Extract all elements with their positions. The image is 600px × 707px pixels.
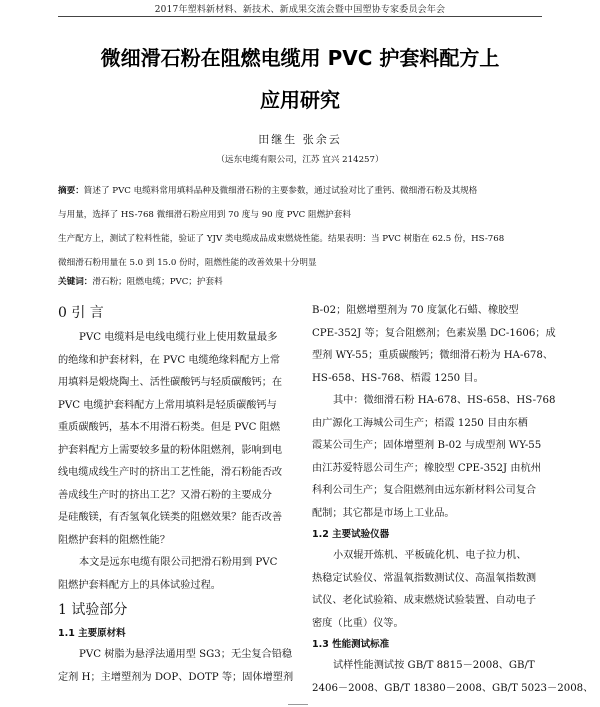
body-line: 热稳定试验仪、常温氧指数测试仪、高温氧指数测: [312, 572, 537, 584]
body-line: 科利公司生产；复合阻燃剂由远东新材料公司复合: [312, 485, 537, 496]
keywords-line: [58, 276, 542, 288]
body-line: CPE-352J 等；复合阻燃剂；色素炭墨 DC-1606；成: [312, 327, 556, 339]
abstract-label: 摘要：: [58, 186, 84, 196]
body-line: 本文是远东电缆有限公司把滑石粉用到 PVC: [79, 557, 278, 568]
keywords-label: 关键词：: [58, 277, 93, 287]
abstract-line-2: 与用量，选择了 HS-768 微细滑石粉应用到 70 度与 90 度 PVC 阻燃护套料: [58, 210, 351, 220]
body-line: PVC 树脂为悬浮法通用型 SG3；无尘复合铅稳: [79, 649, 293, 660]
body-line: B-02；阻燃增塑剂为 70 度氯化石蜡、橡胶型: [312, 305, 519, 316]
subsection-1-3-heading: 1.3 性能测试标准: [312, 639, 390, 650]
body-line: 由江苏爱特恩公司生产；橡胶型 CPE-352J 由杭州: [312, 462, 541, 474]
body-line: 线电缆成线生产时的挤出工艺性能，滑石粉能否改: [58, 467, 283, 478]
running-header: 2017年塑料新材料、新技术、新成果交流会暨中国塑协专家委员会年会: [154, 5, 446, 15]
body-line: 配制；其它都是市场上工业品。: [312, 507, 455, 519]
abstract-line-4: 微细滑石粉用量在 5.0 到 15.0 份时，阻燃性能的改善效果十分明显: [58, 258, 317, 268]
right-column: [312, 300, 594, 700]
body-line: 试仪、老化试验箱、成束燃烧试验装置、自动电子: [312, 595, 537, 606]
header-rule: [58, 16, 542, 17]
body-line: 重质碳酸钙，基本不用滑石粉类。但是 PVC 阻燃: [58, 422, 281, 433]
subsection-1-2-heading: 1.2 主要试验仪器: [312, 529, 390, 540]
left-column: [58, 300, 300, 689]
body-line: PVC 电缆料是电线电缆行业上使用数量最多: [79, 332, 278, 343]
body-line: PVC 电缆护套料配方上常用填料是轻质碳酸钙与: [58, 399, 277, 411]
body-line: 由广源化工海城公司生产；梧霞 1250 目由东栖: [312, 417, 528, 429]
body-line: 定剂 H；主增塑剂为 DOP、DOTP 等；固体增塑剂: [58, 671, 294, 683]
subsection-1-1-heading: 1.1 主要原材料: [58, 628, 126, 639]
authors: 田继生 张余云: [258, 133, 342, 146]
section-1-heading: 1 试验部分: [58, 602, 128, 618]
body-line: 密度（比重）仪等。: [312, 617, 404, 629]
abstract-line-3: 生产配方上，测试了粒料性能，验证了 YJV 类电缆成品成束燃烧性能。结果表明：当 PVC 树脂在 62.5 份，HS-768: [58, 234, 505, 244]
abstract-line-1: 摘要：简述了 PVC 电缆料常用填料品种及微细滑石粉的主要参数，通过试验对比了重钙、微细滑石粉及其规格: [58, 186, 478, 196]
body-line: 霞某公司生产；固体增塑剂 B-02 与成型剂 WY-55: [312, 440, 542, 451]
body-line: 型剂 WY-55；重质碳酸钙；微细滑石粉为 HA-678、: [312, 350, 554, 361]
body-line: 小双辊开炼机、平板硫化机、电子拉力机、: [333, 550, 527, 561]
body-line: 是硅酸镁，有否氢氧化镁类的阻燃效果？能否改善: [58, 512, 283, 523]
body-line: 阻燃护套料的阻燃性能？: [58, 534, 171, 546]
body-line: 2406－2008、GB/T 18380－2008、GB/T 5023－2008、: [312, 682, 594, 694]
body-line: HS-658、HS-768、梧霞 1250 目。: [312, 372, 484, 384]
paper-title-line-2: 应用研究: [260, 88, 340, 112]
footer-mark: [288, 704, 308, 705]
body-line: 用填料是煅烧陶土、活性碳酸钙与轻质碳酸钙；在: [58, 377, 283, 388]
body-line: 试样性能测试按 GB/T 8815－2008、GB/T: [333, 660, 535, 671]
affiliation: （远东电缆有限公司，江苏 宜兴 214257）: [216, 155, 384, 165]
body-line: 其中：微细滑石粉 HA-678、HS-658、HS-768: [333, 395, 556, 406]
body-line: 的绝缘和护套材料，在 PVC 电缆绝缘料配方上常: [58, 354, 281, 366]
paper-title-line-1: 微细滑石粉在阻燃电缆用 PVC 护套料配方上: [100, 46, 500, 70]
body-line: 善成线生产时的挤出工艺？又滑石粉的主要成分: [58, 489, 272, 501]
body-line: 阻燃护套料配方上的具体试验过程。: [58, 579, 221, 591]
section-0-heading: 0 引 言: [58, 305, 104, 321]
body-line: 护套料配方上需要较多量的粉体阻燃剂，影响到电: [58, 444, 283, 456]
keywords: 滑石粉；阻燃电缆；PVC；护套料: [92, 277, 223, 287]
